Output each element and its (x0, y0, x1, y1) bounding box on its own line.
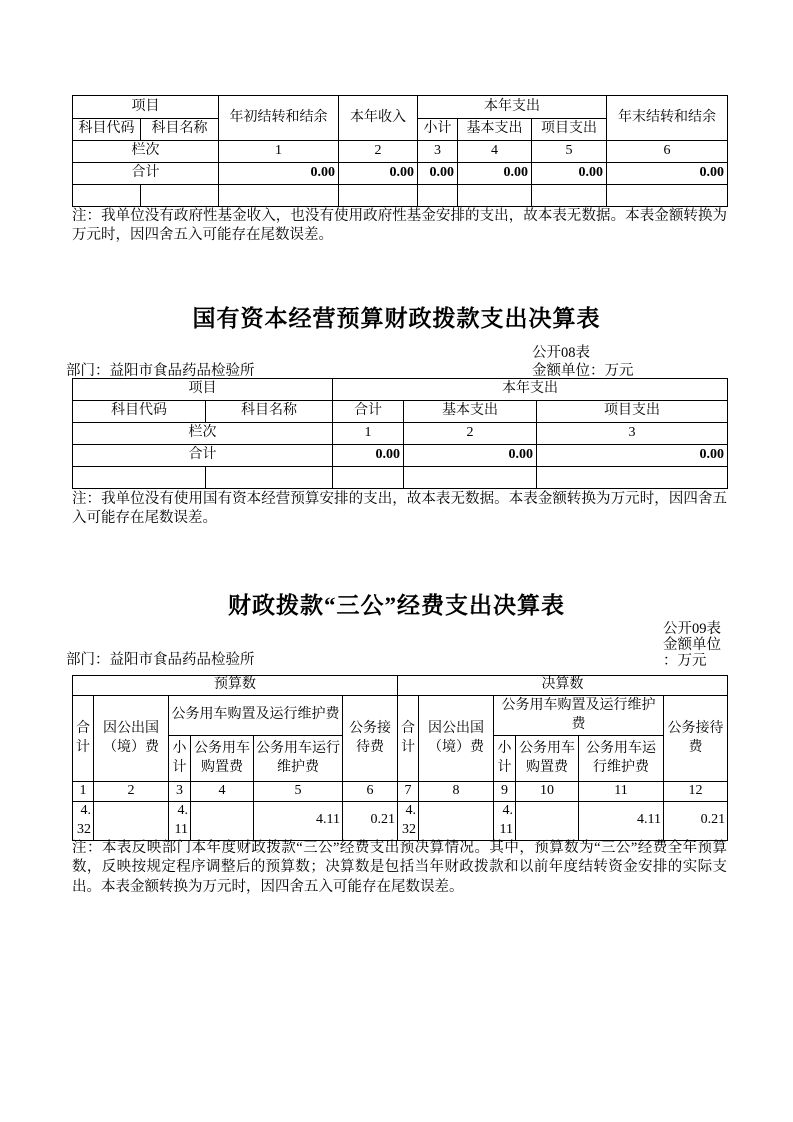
column-number: 6 (607, 141, 728, 163)
gov-fund-table-note: 注：我单位没有政府性基金收入，也没有使用政府性基金安排的支出，故本表无数据。本表金额转换为万元时，因四舍五入可能存在尾数误差。 (72, 208, 727, 244)
column-number: 5 (532, 141, 607, 163)
data-value (419, 801, 494, 840)
column-number: 2 (94, 782, 169, 802)
column-number: 3 (537, 423, 728, 445)
amount-unit-label: 金额单位 (663, 637, 721, 653)
department-line: 部门：益阳市食品药品检验所 (66, 363, 255, 379)
lanci-label: 栏次 (73, 141, 219, 163)
header-abroad-fee: 因公出国（境）费 (419, 696, 494, 782)
header-total: 合计 (73, 696, 94, 782)
header-total: 合计 (333, 401, 404, 423)
empty-cell (418, 185, 458, 207)
data-value: 4.32 (73, 801, 94, 840)
column-number: 3 (169, 782, 191, 802)
total-value: 0.00 (418, 163, 458, 185)
empty-cell (404, 467, 537, 489)
state-capital-table (72, 378, 728, 489)
empty-cell (607, 185, 728, 207)
header-reception-fee: 公务接待费 (664, 696, 728, 782)
empty-cell (141, 185, 219, 207)
amount-unit-line: 金额单位：万元 (532, 363, 634, 379)
empty-row (73, 185, 728, 207)
total-value: 0.00 (219, 163, 339, 185)
data-value (516, 801, 579, 840)
header-begin-balance: 年初结转和结余 (219, 96, 339, 141)
column-index-row (73, 782, 728, 802)
table-row (73, 96, 728, 119)
column-number: 11 (579, 782, 664, 802)
table-row (73, 696, 728, 736)
table-row (73, 401, 728, 423)
total-value: 0.00 (404, 445, 537, 467)
header-subtotal: 小计 (494, 736, 516, 782)
column-number: 12 (664, 782, 728, 802)
total-value: 0.00 (333, 445, 404, 467)
header-subject-code: 科目代码 (73, 401, 206, 423)
header-budget: 预算数 (73, 676, 398, 696)
header-vehicle-purchase: 公务用车购置费 (516, 736, 579, 782)
data-row (73, 801, 728, 840)
header-year-expense: 本年支出 (333, 379, 728, 401)
column-number: 1 (73, 782, 94, 802)
data-value (94, 801, 169, 840)
header-year-expense: 本年支出 (418, 96, 607, 119)
header-project-expense: 项目支出 (537, 401, 728, 423)
header-vehicle-maintenance: 公务用车运行维护费 (579, 736, 664, 782)
three-public-table-title: 财政拨款“三公”经费支出决算表 (228, 593, 565, 618)
header-total: 合计 (398, 696, 419, 782)
column-number: 10 (516, 782, 579, 802)
table-row (73, 379, 728, 401)
form-code-08: 公开08表 (532, 345, 590, 361)
total-label: 合计 (73, 445, 333, 467)
header-item: 项目 (73, 96, 219, 119)
header-vehicle-fee: 公务用车购置及运行维护费 (494, 696, 664, 736)
form-code-09-block (663, 621, 721, 669)
column-number: 4 (458, 141, 532, 163)
column-index-row (73, 141, 728, 163)
state-capital-table-title: 国有资本经营预算财政拨款支出决算表 (192, 306, 601, 331)
header-final: 决算数 (398, 676, 728, 696)
header-subject-name: 科目名称 (206, 401, 333, 423)
column-index-row (73, 423, 728, 445)
header-vehicle-purchase: 公务用车购置费 (191, 736, 254, 782)
header-abroad-fee: 因公出国（境）费 (94, 696, 169, 782)
empty-cell (219, 185, 339, 207)
header-subject-name: 科目名称 (141, 119, 219, 141)
column-number: 9 (494, 782, 516, 802)
data-value: 4.11 (254, 801, 343, 840)
header-end-balance: 年末结转和结余 (607, 96, 728, 141)
data-value: 0.21 (343, 801, 398, 840)
total-label: 合计 (73, 163, 219, 185)
header-subtotal: 小计 (418, 119, 458, 141)
empty-row (73, 467, 728, 489)
lanci-label: 栏次 (73, 423, 333, 445)
empty-cell (532, 185, 607, 207)
three-public-table-note: 注：本表反映部门本年度财政拨款“三公”经费支出预决算情况。其中，预算数为“三公”经费全年预算数，反映按规定程序调整后的预算数；决算数是包括当年财政拨款和以前年度结转资金安排的实际支出。本表金额转换为万元时，因四舍五入可能存在尾数误差。 (72, 840, 727, 895)
header-project-expense: 项目支出 (532, 119, 607, 141)
data-value: 0.21 (664, 801, 728, 840)
empty-cell (73, 467, 206, 489)
header-basic-expense: 基本支出 (404, 401, 537, 423)
table-row (73, 676, 728, 696)
header-reception-fee: 公务接待费 (343, 696, 398, 782)
header-subject-code: 科目代码 (73, 119, 141, 141)
amount-unit-value: ：万元 (663, 653, 707, 669)
column-number: 8 (419, 782, 494, 802)
header-basic-expense: 基本支出 (458, 119, 532, 141)
column-number: 1 (333, 423, 404, 445)
total-row (73, 445, 728, 467)
column-number: 2 (339, 141, 418, 163)
form-code-09: 公开09表 (663, 621, 721, 637)
total-row (73, 163, 728, 185)
total-value: 0.00 (339, 163, 418, 185)
three-public-table (72, 675, 728, 841)
empty-cell (537, 467, 728, 489)
total-value: 0.00 (532, 163, 607, 185)
header-year-income: 本年收入 (339, 96, 418, 141)
department-line: 部门：益阳市食品药品检验所 (66, 652, 255, 668)
empty-cell (333, 467, 404, 489)
header-subtotal: 小计 (169, 736, 191, 782)
column-number: 4 (191, 782, 254, 802)
data-value: 4.11 (579, 801, 664, 840)
column-number: 7 (398, 782, 419, 802)
total-value: 0.00 (458, 163, 532, 185)
column-number: 2 (404, 423, 537, 445)
empty-cell (73, 185, 141, 207)
state-capital-table-note: 注：我单位没有使用国有资本经营预算安排的支出，故本表无数据。本表金额转换为万元时，因四舍五入可能存在尾数误差。 (72, 491, 727, 527)
data-value: 4.11 (169, 801, 191, 840)
empty-cell (339, 185, 418, 207)
column-number: 1 (219, 141, 339, 163)
column-number: 6 (343, 782, 398, 802)
data-value: 4.32 (398, 801, 419, 840)
header-vehicle-fee: 公务用车购置及运行维护费 (169, 696, 343, 736)
empty-cell (458, 185, 532, 207)
gov-fund-table (72, 95, 728, 207)
column-number: 5 (254, 782, 343, 802)
data-value: 4.11 (494, 801, 516, 840)
total-value: 0.00 (607, 163, 728, 185)
column-number: 3 (418, 141, 458, 163)
header-vehicle-maintenance: 公务用车运行维护费 (254, 736, 343, 782)
data-value (191, 801, 254, 840)
header-item: 项目 (73, 379, 333, 401)
empty-cell (206, 467, 333, 489)
total-value: 0.00 (537, 445, 728, 467)
